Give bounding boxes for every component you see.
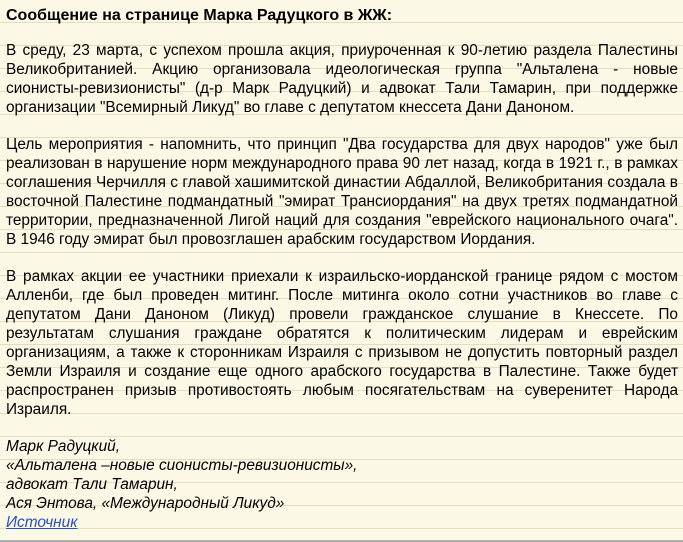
paragraph-event-purpose: Цель мероприятия - напомнить, что принцип "Два государства для двух народов" уже был реализован в нарушение норм международного права 90 лет назад, когда в 1921 г., в рамках соглашения Черчилля с главой хашимитской династии Абдаллой, Великобритания создала в восточной Палестине подмандатный "эмират Трансиордания" на двух третях подмандатной территории, предназначенной Лигой наций для создания "еврейского национального очага". В 1946 году эмират был провозглашен арабским государством Иордания. — [6, 136, 678, 248]
paragraph-action-summary: В среду, 23 марта, с успехом прошла акция, приуроченная к 90-летию раздела Палестины Великобританией. Акцию организовала идеологическая группа "Альталена - новые сионисты-ревизионисты" (д-р Марк Радуцкий) и адвокат Тали Тамарин, при поддержке организации "Всемирный Ликуд" во главе с депутатом кнессета Дани Даноном. — [6, 42, 678, 116]
source-link[interactable]: Источник — [6, 514, 78, 531]
signature-block — [6, 437, 678, 513]
post-title: Сообщение на странице Марка Радуцкого в ЖЖ: — [6, 7, 393, 24]
signature-line-group: «Альталена –новые сионисты-ревизионисты», — [6, 457, 358, 474]
signature-line-lawyer: адвокат Тали Тамарин, — [6, 476, 178, 493]
signature-line-author: Марк Радуцкий, — [6, 438, 120, 455]
post-content — [6, 6, 678, 532]
signature-line-organization: Ася Энтова, «Международный Ликуд» — [6, 495, 285, 512]
paragraph-event-details: В рамках акции ее участники приехали к израильско-иорданской границе рядом с мостом Алленби, где был проведен митинг. После митинга около сотни участников во главе с депутатом Дани Даноном (Ликуд) провели гражданское слушание в Кнессете. По результатам слушания граждане обратятся к политическим лидерам и еврейским организациям, а также к сторонникам Израиля с призывом не допустить повторный раздел Земли Израиля и создание еще одного арабского государства в Палестине. Также будет распространен призыв противостоять любым посягательствам на суверенитет Народа Израиля. — [6, 268, 678, 418]
